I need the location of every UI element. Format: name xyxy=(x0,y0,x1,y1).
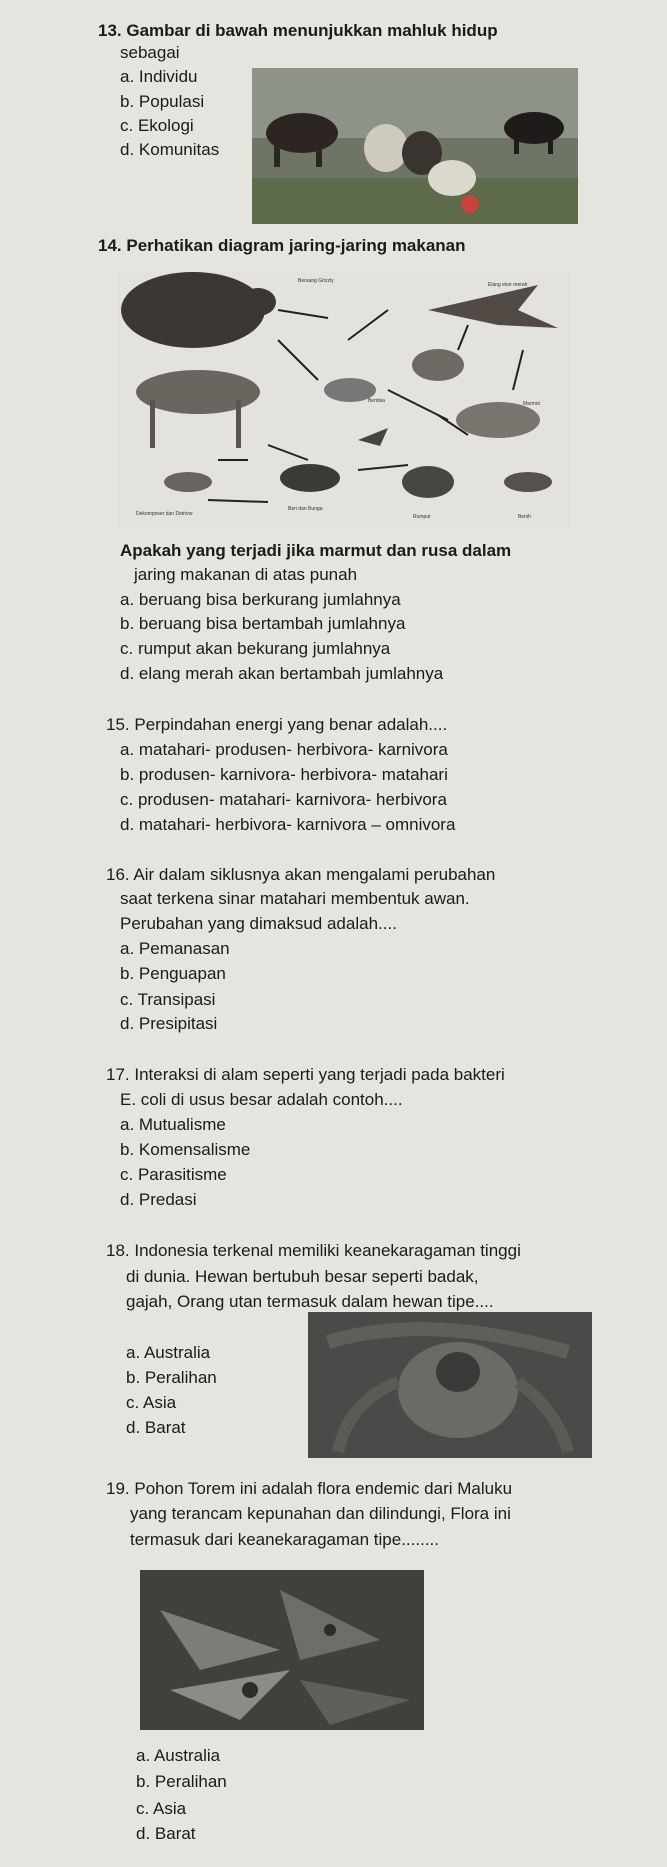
q14-option-c[interactable]: c. rumput akan bekurang jumlahnya xyxy=(120,639,391,658)
q19-stem-cont2: termasuk dari keanekaragaman tipe........ xyxy=(130,1530,439,1549)
q19-stem-cont1: yang terancam kepunahan dan dilindungi, Flora ini xyxy=(130,1504,511,1523)
q17-stem: 17. Interaksi di alam seperti yang terjadi pada bakteri xyxy=(106,1065,505,1084)
q18-option-d[interactable]: d. Barat xyxy=(126,1418,186,1437)
q13-option-d[interactable]: d. Komunitas xyxy=(120,140,220,159)
q19-stem: 19. Pohon Torem ini adalah flora endemic dari Maluku xyxy=(106,1479,513,1498)
q15-option-b[interactable]: b. produsen- karnivora- herbivora- matahari xyxy=(120,765,448,784)
q16-stem-cont2: Perubahan yang dimaksud adalah.... xyxy=(120,914,397,933)
q15-option-d[interactable]: d. matahari- herbivora- karnivora – omnivora xyxy=(120,815,456,834)
q19-option-c[interactable]: c. Asia xyxy=(136,1799,187,1818)
q14-option-d[interactable]: d. elang merah akan bertambah jumlahnya xyxy=(120,664,444,683)
food-web-diagram xyxy=(118,270,570,528)
q13-option-c[interactable]: c. Ekologi xyxy=(120,116,194,135)
q17-option-d[interactable]: d. Predasi xyxy=(120,1190,197,1209)
q17-option-c[interactable]: c. Parasitisme xyxy=(120,1165,227,1184)
q14-question: Apakah yang terjadi jika marmut dan rusa dalam xyxy=(120,541,512,560)
q16-option-b[interactable]: b. Penguapan xyxy=(120,964,226,983)
q16-option-a[interactable]: a. Pemanasan xyxy=(120,939,230,958)
q16-stem-cont1: saat terkena sinar matahari membentuk awan. xyxy=(120,889,470,908)
q17-option-a[interactable]: a. Mutualisme xyxy=(120,1115,226,1134)
label-grass: Rumput xyxy=(413,514,431,520)
torem-tree-photo xyxy=(140,1570,424,1730)
orangutan-photo xyxy=(308,1312,592,1458)
livestock-photo xyxy=(252,68,578,224)
q13-option-a[interactable]: a. Individu xyxy=(120,67,198,86)
q13-stem-cont: sebagai xyxy=(120,43,180,62)
q17-stem-cont: E. coli di usus besar adalah contoh.... xyxy=(120,1090,403,1109)
q18-stem: 18. Indonesia terkenal memiliki keanekaragaman tinggi xyxy=(106,1241,521,1260)
q18-option-c[interactable]: c. Asia xyxy=(126,1393,177,1412)
label-bee: Bembia xyxy=(368,398,385,404)
q19-option-d[interactable]: d. Barat xyxy=(136,1824,196,1843)
q18-option-b[interactable]: b. Peralihan xyxy=(126,1368,217,1387)
q15-option-c[interactable]: c. produsen- matahari- karnivora- herbivora xyxy=(120,790,447,809)
q16-stem: 16. Air dalam siklusnya akan mengalami perubahan xyxy=(106,865,496,884)
q15-stem: 15. Perpindahan energi yang benar adalah.... xyxy=(106,715,448,734)
q13-option-b[interactable]: b. Populasi xyxy=(120,92,205,111)
q13-stem: 13. Gambar di bawah menunjukkan mahluk hidup xyxy=(98,21,498,40)
q14-question-cont: jaring makanan di atas punah xyxy=(134,565,358,584)
label-fruit: Beri dan Bunga xyxy=(288,506,323,512)
label-decomposer: Dekomposer dan Detrivor xyxy=(136,511,193,517)
q14-stem: 14. Perhatikan diagram jaring-jaring makanan xyxy=(98,236,466,255)
q18-stem-cont2: gajah, Orang utan termasuk dalam hewan tipe.... xyxy=(126,1292,494,1311)
q17-option-b[interactable]: b. Komensalisme xyxy=(120,1140,251,1159)
q15-option-a[interactable]: a. matahari- produsen- herbivora- karnivora xyxy=(120,740,448,759)
q18-option-a[interactable]: a. Australia xyxy=(126,1343,211,1362)
q14-option-b[interactable]: b. beruang bisa bertambah jumlahnya xyxy=(120,614,406,633)
label-bear: Beruang Grizzly xyxy=(298,278,334,284)
label-seed: Benih xyxy=(518,514,531,520)
q19-option-a[interactable]: a. Australia xyxy=(136,1746,221,1765)
q18-stem-cont1: di dunia. Hewan bertubuh besar seperti badak, xyxy=(126,1267,479,1286)
label-eagle: Elang ekor merah xyxy=(488,282,528,288)
q16-option-d[interactable]: d. Presipitasi xyxy=(120,1014,218,1033)
q16-option-c[interactable]: c. Transipasi xyxy=(120,990,216,1009)
label-marmot: Marmot xyxy=(523,401,540,407)
q19-option-b[interactable]: b. Peralihan xyxy=(136,1772,227,1791)
q14-option-a[interactable]: a. beruang bisa berkurang jumlahnya xyxy=(120,590,401,609)
